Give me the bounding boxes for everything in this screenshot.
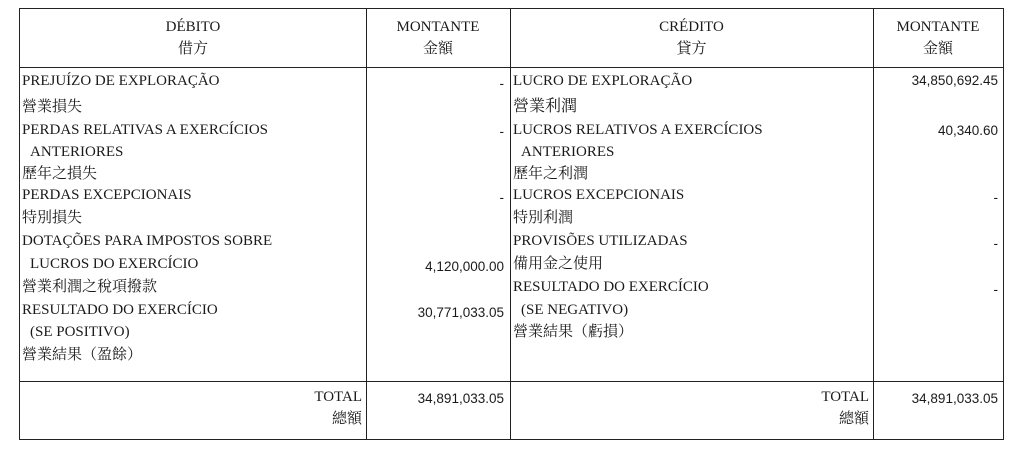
debit-line: RESULTADO DO EXERCÍCIO <box>22 302 218 318</box>
credit-line: ANTERIORES <box>521 144 615 160</box>
debit-line: DOTAÇÕES PARA IMPOSTOS SOBRE <box>22 233 273 249</box>
debit-line: PERDAS RELATIVAS A EXERCÍCIOS <box>22 122 269 138</box>
credit-line: RESULTADO DO EXERCÍCIO <box>513 279 709 295</box>
credit-amount: - <box>993 282 998 297</box>
header-debit-zh: 借方 <box>177 41 208 57</box>
debit-line: 特別損失 <box>22 210 83 226</box>
credit-amount: 40,340.60 <box>937 123 998 138</box>
total-divider <box>20 381 1003 382</box>
financial-statement-table <box>19 8 1004 440</box>
debit-line: 營業結果（盈餘） <box>22 347 143 363</box>
header-debit <box>20 9 366 67</box>
header-amount-zh: 金額 <box>422 41 453 57</box>
credit-line: LUCROS EXCEPCIONAIS <box>513 187 685 203</box>
credit-amount: - <box>993 236 998 251</box>
credit-line: LUCRO DE EXPLORAÇÃO <box>513 73 693 89</box>
header-amount-pt-2: MONTANTE <box>896 19 980 35</box>
credit-total-amount: 34,891,033.05 <box>911 391 998 406</box>
credit-line: 備用金之使用 <box>513 256 604 272</box>
debit-amount: - <box>499 190 504 205</box>
credit-total-label-zh: 總額 <box>838 411 869 427</box>
debit-line: 營業利潤之稅項撥款 <box>22 279 158 295</box>
divider-amount-credit <box>510 9 511 439</box>
credit-line: LUCROS RELATIVOS A EXERCÍCIOS <box>513 122 763 138</box>
header-amount-zh-2: 金額 <box>922 41 953 57</box>
debit-total-amount: 34,891,033.05 <box>417 391 504 406</box>
debit-line: (SE POSITIVO) <box>30 324 130 340</box>
credit-line: PROVISÕES UTILIZADAS <box>513 233 688 249</box>
header-credit-pt: CRÉDITO <box>659 19 724 35</box>
debit-line: LUCROS DO EXERCÍCIO <box>30 256 199 272</box>
debit-total-label-pt: TOTAL <box>314 389 362 405</box>
header-debit-amount <box>366 9 510 67</box>
divider-debit-amount <box>366 9 367 439</box>
credit-line: (SE NEGATIVO) <box>521 302 629 318</box>
debit-total-label-zh: 總額 <box>331 411 362 427</box>
debit-amount: 4,120,000.00 <box>425 259 504 274</box>
header-debit-pt: DÉBITO <box>165 19 221 35</box>
debit-amount: - <box>499 76 504 91</box>
debit-amount: 30,771,033.05 <box>417 305 504 320</box>
header-credit <box>510 9 873 67</box>
header-credit-zh: 貸方 <box>676 41 707 57</box>
credit-amount: - <box>993 190 998 205</box>
debit-line: ANTERIORES <box>30 144 124 160</box>
credit-total-label-pt: TOTAL <box>821 389 869 405</box>
header-divider <box>20 67 1003 68</box>
debit-line: PREJUÍZO DE EXPLORAÇÃO <box>22 73 220 89</box>
debit-line: 歷年之損失 <box>22 166 98 182</box>
credit-line: 營業結果（虧損） <box>513 324 634 340</box>
header-amount-pt: MONTANTE <box>396 19 480 35</box>
credit-line: 營業利潤 <box>513 98 578 115</box>
debit-amount: - <box>499 124 504 139</box>
credit-amount: 34,850,692.45 <box>911 73 998 88</box>
debit-line: PERDAS EXCEPCIONAIS <box>22 187 192 203</box>
debit-line: 營業損失 <box>22 99 83 115</box>
credit-line: 歷年之利潤 <box>513 166 589 182</box>
credit-line: 特別利潤 <box>513 210 574 226</box>
header-credit-amount <box>873 9 1003 67</box>
